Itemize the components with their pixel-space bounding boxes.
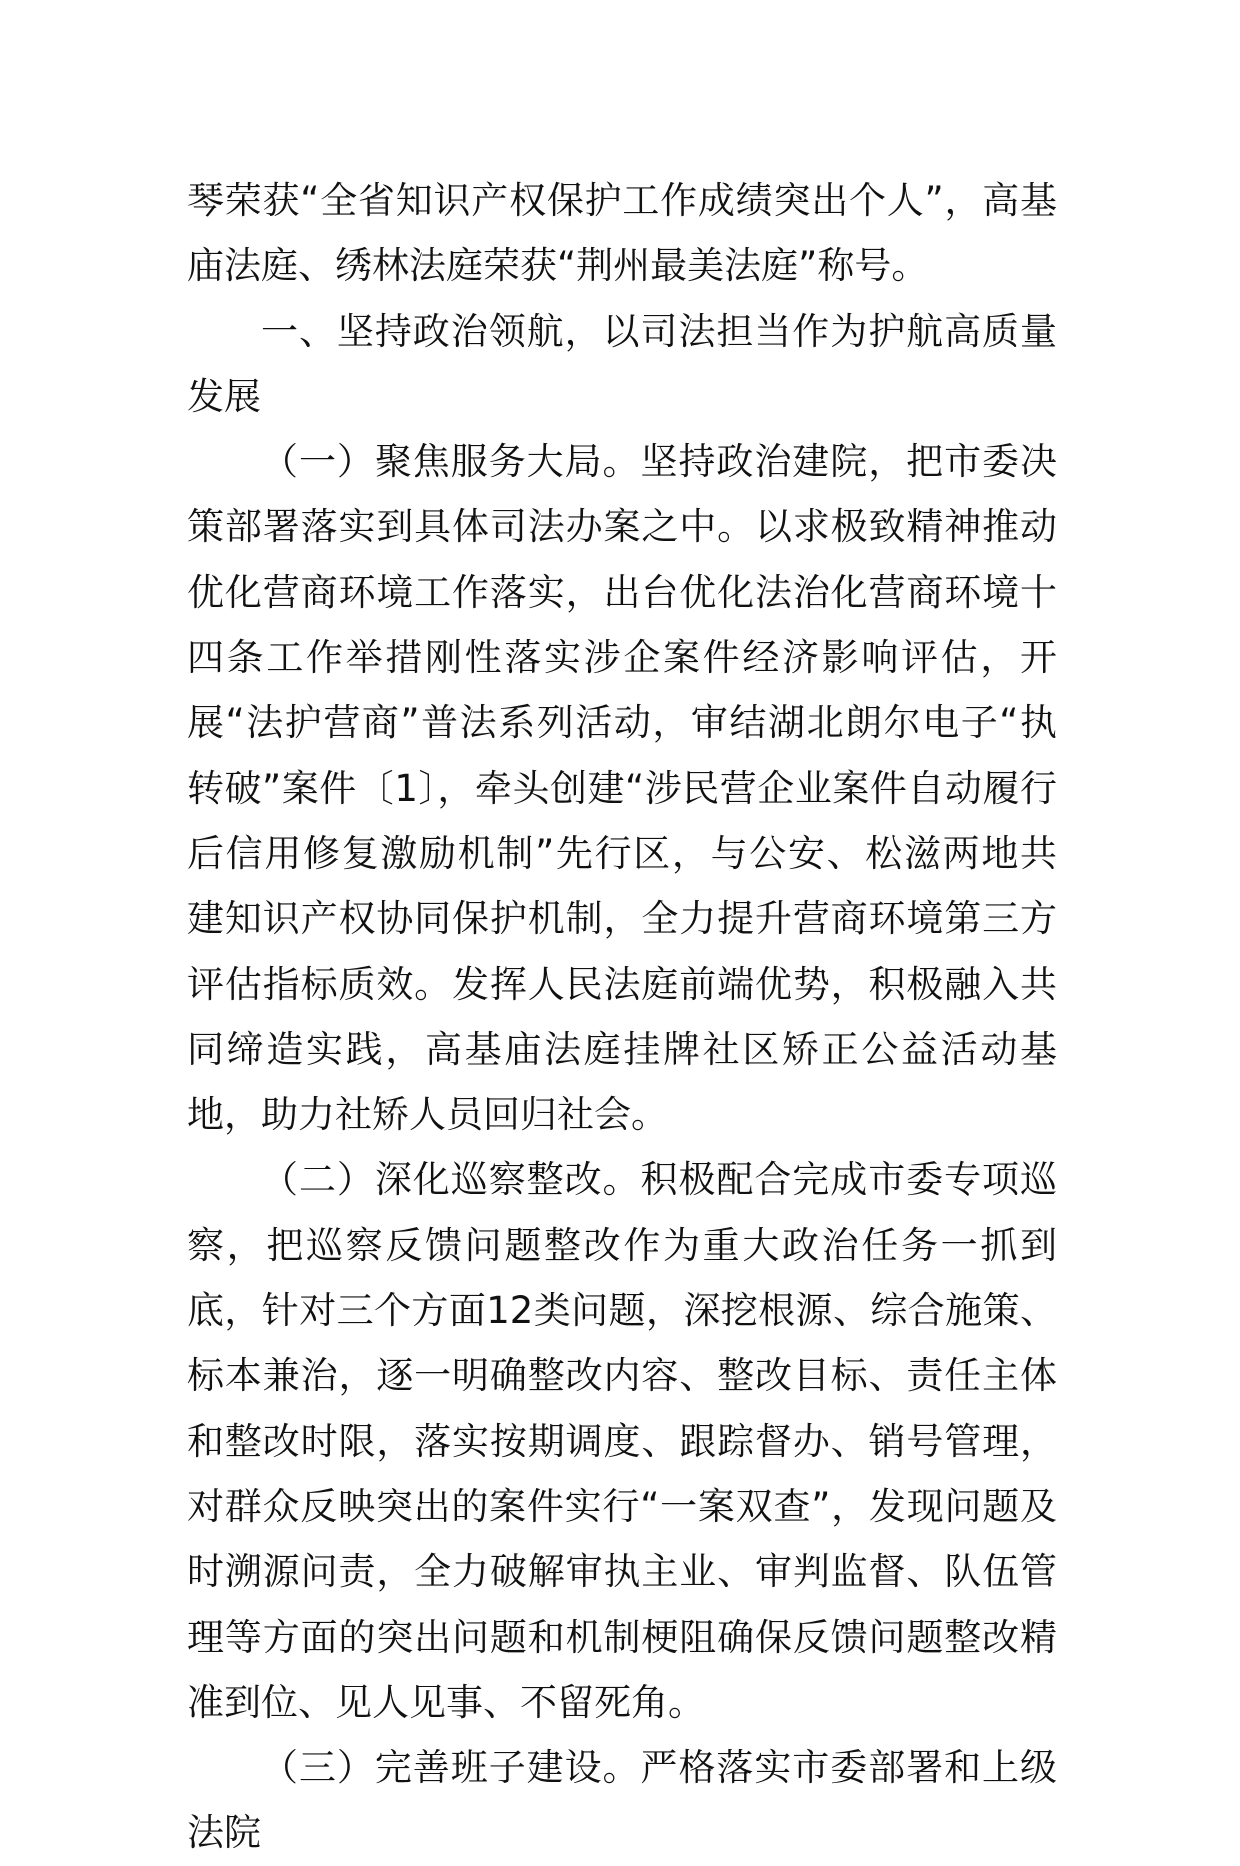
paragraph-serve-overall: （一）聚焦服务大局。坚持政治建院，把市委决策部署落实到具体司法办案之中。以求极致精神推动优化营商环境工作落实，出台优化法治化营商环境十四条工作举措刚性落实涉企案件经济影响评估，开展“法护营商”普法系列活动，审结湖北朗尔电子“执转破”案件〔1〕，牵头创建“涉民营企业案件自动履行后信用修复激励机制”先行区，与公安、松滋两地共建知识产权协同保护机制，全力提升营商环境第三方评估指标质效。发挥人民法庭前端优势，积极融入共同缔造实践，高基庙法庭挂牌社区矫正公益活动基地，助力社矫人员回归社会。: [187, 440, 1057, 1137]
paragraph-continuation: 琴荣获“全省知识产权保护工作成绩突出个人”，高基庙法庭、绣林法庭荣获“荆州最美法庭”称号。: [187, 179, 1057, 288]
paragraph-leadership-building: （三）完善班子建设。严格落实市委部署和上级法院: [187, 1746, 1057, 1855]
document-page: [187, 168, 1057, 1866]
paragraph-inspection-rectification: （二）深化巡察整改。积极配合完成市委专项巡察，把巡察反馈问题整改作为重大政治任务一抓到底，针对三个方面12类问题，深挖根源、综合施策、标本兼治，逐一明确整改内容、整改目标、责任主体和整改时限，落实按期调度、跟踪督办、销号管理，对群众反映突出的案件实行“一案双查”，发现问题及时溯源问责，全力破解审执主业、审判监督、队伍管理等方面的突出问题和机制梗阻确保反馈问题整改精准到位、见人见事、不留死角。: [187, 1158, 1057, 1724]
section-heading: 一、坚持政治领航，以司法担当作为护航高质量发展: [187, 309, 1057, 418]
